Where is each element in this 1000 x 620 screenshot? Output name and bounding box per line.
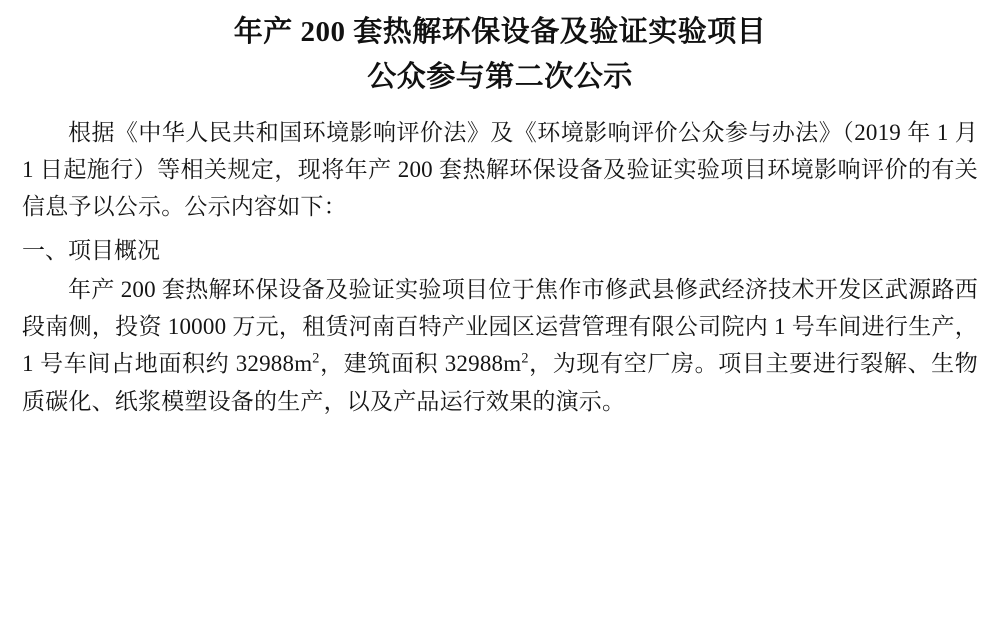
intro-paragraph: 根据《中华人民共和国环境影响评价法》及《环境影响评价公众参与办法》（2019 年 1 月 1 日起施行）等相关规定，现将年产 200 套热解环保设备及验证实验项目环境影响评价的有关信息予以公示。公示内容如下： (22, 119, 978, 220)
section-body-paragraph (22, 271, 978, 420)
section-body-text-1: 年产 200 套热解环保设备及验证实验项目位于焦作市修武县修武经济技术开发区武源路西段南侧，投资 10000 万元，租赁河南百特产业园区运营管理有限公司院内 1 号车间进行生产，1 号车间占地面积约 32988m (22, 276, 978, 377)
document-body (22, 114, 978, 420)
page-title-line-2: 公众参与第二次公示 (367, 60, 633, 93)
page-title (22, 10, 978, 100)
superscript-area-unit-2: 2 (521, 350, 529, 367)
section-body-text-3: ，为现有空厂房。项目主要进行裂解、生物质碳化、纸浆模塑设备的生产，以及产品运行效果的演示。 (22, 351, 978, 414)
superscript-area-unit-1: 2 (312, 350, 320, 367)
section-body-text-2: ，建筑面积 32988m (319, 351, 522, 377)
section-heading: 一、项目概况 (22, 237, 160, 263)
page-title-line-1: 年产 200 套热解环保设备及验证实验项目 (233, 16, 767, 48)
